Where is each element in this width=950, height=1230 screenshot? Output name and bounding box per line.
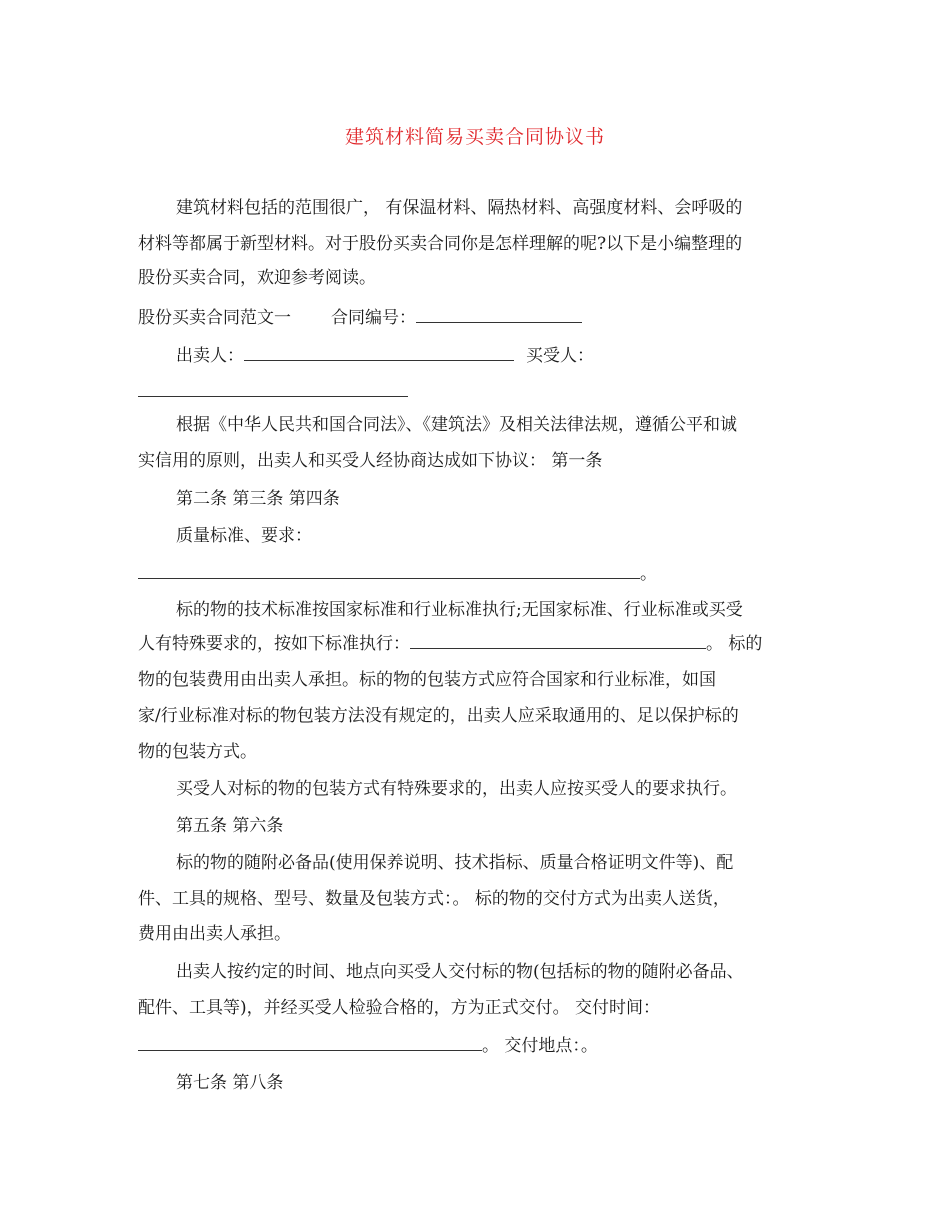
seller-blank <box>244 346 514 361</box>
paragraph-line-with-blank: 人有特殊要求的，按如下标准执行： 。 标的 <box>138 634 763 654</box>
paragraph-line: 股份买卖合同，欢迎参考阅读。 <box>138 268 376 288</box>
paragraph-line: 标的物的随附必备品(使用保养说明、技术指标、质量合格证明文件等)、配 <box>176 853 734 873</box>
paragraph-line: 建筑材料包括的范围很广， 有保温材料、隔热材料、高强度材料、会呼吸的 <box>176 198 743 218</box>
quality-blank <box>138 564 640 579</box>
seller-label: 出卖人： <box>176 346 244 366</box>
paragraph-line: 出卖人按约定的时间、地点向买受人交付标的物(包括标的物的随附必备品、 <box>176 962 744 982</box>
contract-number-blank <box>416 308 582 323</box>
article-heading: 第二条 第三条 第四条 <box>176 489 340 509</box>
buyer-blank <box>138 382 408 397</box>
paragraph-line: 配件、工具等)，并经买受人检验合格的，方为正式交付。 交付时间： <box>138 998 661 1018</box>
quality-label: 质量标准、要求： <box>176 526 312 546</box>
buyer-blank-line <box>138 380 408 404</box>
paragraph-line: 件、工具的规格、型号、数量及包装方式：。 标的物的交付方式为出卖人送货， <box>138 889 730 909</box>
sample-label: 股份买卖合同范文一 <box>138 308 291 328</box>
standard-blank <box>410 634 706 649</box>
parties-line <box>176 344 594 368</box>
paragraph-line: 买受人对标的物的包装方式有特殊要求的，出卖人应按买受人的要求执行。 <box>176 779 737 799</box>
paragraph-line: 根据《中华人民共和国合同法》、《建筑法》及相关法律法规，遵循公平和诚 <box>176 415 737 435</box>
paragraph-line: 物的包装费用由出卖人承担。标的物的包装方式应符合国家和行业标准，如国 <box>138 670 716 690</box>
quality-blank-line: 。 <box>138 562 657 586</box>
contract-sample-line <box>138 306 582 330</box>
paragraph-line: 实信用的原则，出卖人和买受人经协商达成如下协议： 第一条 <box>138 451 603 471</box>
delivery-time-blank <box>138 1036 482 1051</box>
paragraph-line: 费用由出卖人承担。 <box>138 924 291 944</box>
delivery-blank-line: 。 交付地点：。 <box>138 1034 598 1058</box>
paragraph-line: 家/行业标准对标的物包装方法没有规定的，出卖人应采取通用的、足以保护标的 <box>138 706 739 726</box>
contract-number-label: 合同编号： <box>331 308 416 328</box>
paragraph-line: 物的包装方式。 <box>138 742 257 762</box>
buyer-label: 买受人： <box>526 346 594 366</box>
article-heading: 第七条 第八条 <box>176 1073 284 1093</box>
paragraph-line: 材料等都属于新型材料。对于股份买卖合同你是怎样理解的呢?以下是小编整理的 <box>138 234 743 254</box>
document-title: 建筑材料简易买卖合同协议书 <box>344 126 605 148</box>
article-heading: 第五条 第六条 <box>176 816 284 836</box>
paragraph-line: 标的物的技术标准按国家标准和行业标准执行;无国家标准、行业标准或买受 <box>176 600 743 620</box>
